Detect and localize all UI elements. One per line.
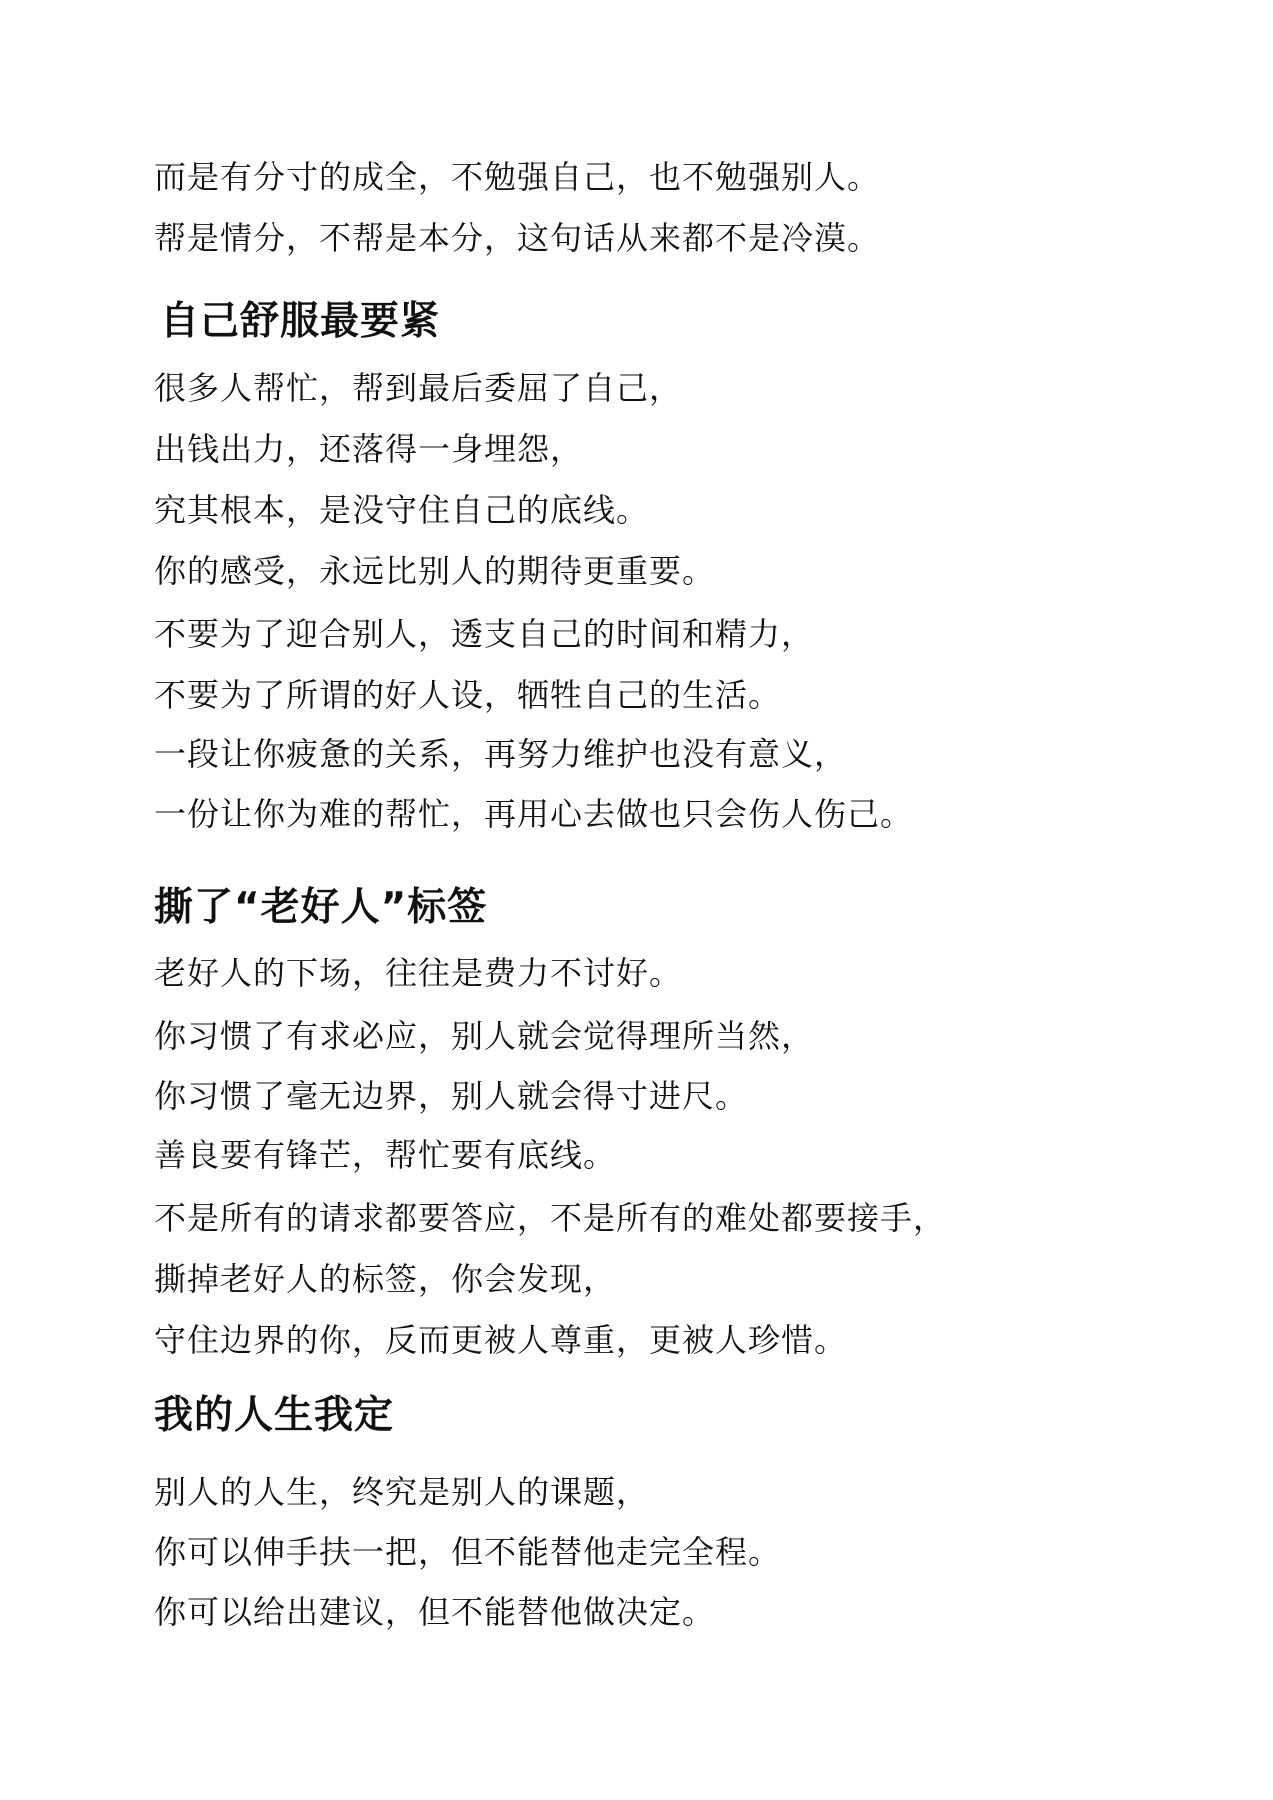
section-heading: 我的人生我定: [154, 1393, 395, 1438]
body-line: 一份让你为难的帮忙，再用心去做也只会伤人伤己。: [154, 795, 914, 833]
body-line: 你可以伸手扶一把，但不能替他走完全程。: [154, 1533, 782, 1571]
body-line: 别人的人生，终究是别人的课题，: [154, 1473, 650, 1511]
body-line: 你可以给出建议，但不能替他做决定。: [154, 1593, 716, 1631]
body-line: 出钱出力，还落得一身埋怨，: [154, 430, 584, 468]
body-line: 不是所有的请求都要答应，不是所有的难处都要接手，: [154, 1199, 947, 1237]
body-line: 究其根本，是没守住自己的底线。: [154, 491, 650, 529]
body-line: 你习惯了有求必应，别人就会觉得理所当然，: [154, 1017, 815, 1055]
body-line: 老好人的下场，往往是费力不讨好。: [154, 954, 683, 992]
section-heading: 撕了“老好人”标签: [154, 885, 488, 930]
intro-line: 帮是情分，不帮是本分，这句话从来都不是冷漠。: [154, 219, 881, 257]
body-line: 一段让你疲惫的关系，再努力维护也没有意义，: [154, 735, 848, 773]
section-heading: 自己舒服最要紧: [160, 299, 441, 344]
body-line: 你的感受，永远比别人的期待更重要。: [154, 552, 716, 590]
body-line: 不要为了迎合别人，透支自己的时间和精力，: [154, 615, 815, 653]
body-line: 撕掉老好人的标签，你会发现，: [154, 1260, 617, 1298]
body-line: 很多人帮忙，帮到最后委屈了自己，: [154, 369, 683, 407]
body-line: 不要为了所谓的好人设，牺牲自己的生活。: [154, 676, 782, 714]
intro-line: 而是有分寸的成全，不勉强自己，也不勉强别人。: [154, 158, 881, 196]
body-line: 你习惯了毫无边界，别人就会得寸进尺。: [154, 1077, 749, 1115]
body-line: 善良要有锋芒，帮忙要有底线。: [154, 1136, 617, 1174]
body-line: 守住边界的你，反而更被人尊重，更被人珍惜。: [154, 1321, 848, 1359]
